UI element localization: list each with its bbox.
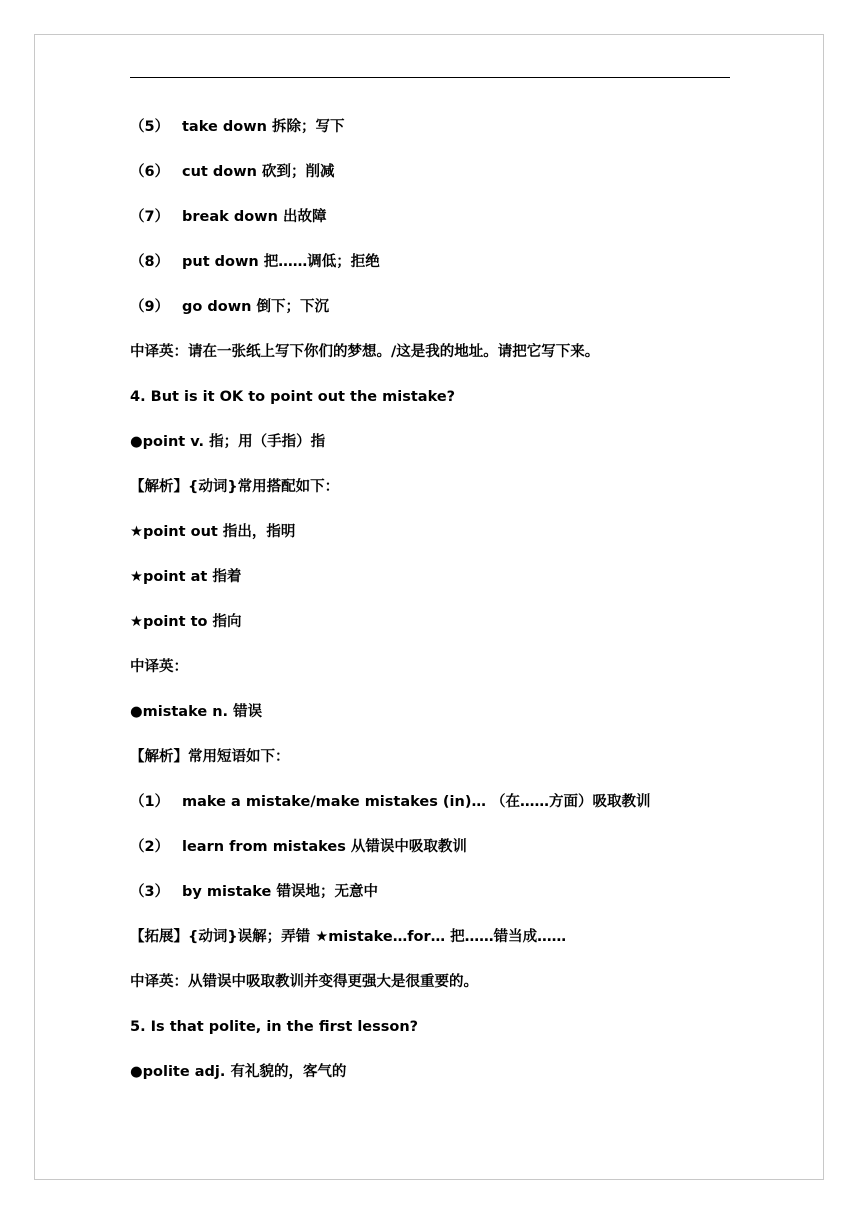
item-text: by mistake 错误地；无意中: [182, 884, 378, 900]
item-number: （8）: [130, 254, 170, 270]
phrase-point-at: ★point at 指着: [130, 569, 242, 585]
list-item-learn-from-mistakes: [130, 832, 730, 877]
list-item-by-mistake: [130, 877, 730, 922]
item-text: learn from mistakes 从错误中吸取教训: [182, 839, 467, 855]
item-number: （2）: [130, 839, 170, 855]
item-number: （1）: [130, 794, 170, 810]
extension-note: 【拓展】{动词}误解；弄错 ★mistake…for… 把……错当成……: [130, 929, 567, 945]
list-item-go-down: [130, 292, 730, 337]
item-number: （3）: [130, 884, 170, 900]
list-item-cut-down: [130, 157, 730, 202]
list-item-take-down: [130, 112, 730, 157]
phrase-point-to: ★point to 指向: [130, 614, 242, 630]
item-text: make a mistake/make mistakes (in)… （在……方面）吸取教训: [182, 794, 651, 810]
vocab-mistake: ●mistake n. 错误: [130, 704, 263, 720]
document-body: [130, 112, 730, 1102]
item-text: put down 把……调低；拒绝: [182, 254, 380, 270]
analysis-label: 【解析】{动词}常用搭配如下：: [130, 479, 340, 495]
list-item-put-down: [130, 247, 730, 292]
item-text: take down 拆除；写下: [182, 119, 345, 135]
item-text: break down 出故障: [182, 209, 327, 225]
translation-exercise: 中译英：: [130, 659, 188, 675]
item-number: （5）: [130, 119, 170, 135]
translation-exercise: 中译英：请在一张纸上写下你们的梦想。/这是我的地址。请把它写下来。: [130, 344, 600, 360]
vocab-point: ●point v. 指；用（手指）指: [130, 434, 326, 450]
section-heading-5: 5. Is that polite, in the first lesson?: [130, 1019, 419, 1035]
header-rule: [130, 77, 730, 78]
list-item-break-down: [130, 202, 730, 247]
analysis-label: 【解析】常用短语如下：: [130, 749, 290, 765]
item-text: go down 倒下；下沉: [182, 299, 329, 315]
section-heading-4: 4. But is it OK to point out the mistake?: [130, 389, 456, 405]
item-number: （7）: [130, 209, 170, 225]
list-item-make-a-mistake: [130, 787, 730, 832]
vocab-polite: ●polite adj. 有礼貌的，客气的: [130, 1064, 347, 1080]
item-number: （6）: [130, 164, 170, 180]
item-number: （9）: [130, 299, 170, 315]
phrase-point-out: ★point out 指出，指明: [130, 524, 296, 540]
translation-exercise: 中译英：从错误中吸取教训并变得更强大是很重要的。: [130, 974, 478, 990]
item-text: cut down 砍到；削减: [182, 164, 335, 180]
